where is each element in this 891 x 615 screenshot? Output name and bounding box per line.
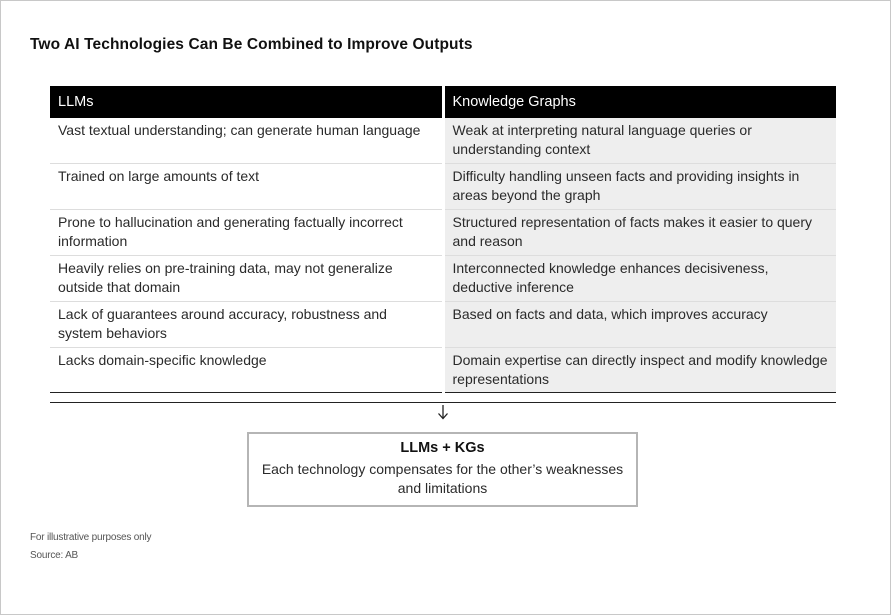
llm-cell: Heavily relies on pre-training data, may not generalize outside that domain bbox=[50, 256, 443, 302]
source-note: Source: AB bbox=[30, 550, 79, 561]
illustrative-note: For illustrative purposes only bbox=[30, 532, 152, 543]
table-row bbox=[50, 164, 836, 210]
kg-cell: Structured representation of facts makes it easier to query and reason bbox=[443, 210, 836, 256]
kg-cell: Weak at interpreting natural language queries or understanding context bbox=[443, 118, 836, 164]
header-knowledge-graphs: Knowledge Graphs bbox=[443, 86, 836, 118]
table-row bbox=[50, 210, 836, 256]
combined-result-box bbox=[247, 432, 638, 507]
kg-cell: Difficulty handling unseen facts and providing insights in areas beyond the graph bbox=[443, 164, 836, 210]
table-header-row bbox=[50, 86, 836, 118]
kg-cell: Domain expertise can directly inspect and modify knowledge representations bbox=[443, 348, 836, 393]
comparison-table bbox=[50, 86, 836, 393]
llm-cell: Prone to hallucination and generating factually incorrect information bbox=[50, 210, 443, 256]
header-llms: LLMs bbox=[50, 86, 443, 118]
llm-cell: Lacks domain-specific knowledge bbox=[50, 348, 443, 393]
kg-cell: Interconnected knowledge enhances decisiveness, deductive inference bbox=[443, 256, 836, 302]
llm-cell: Lack of guarantees around accuracy, robustness and system behaviors bbox=[50, 302, 443, 348]
result-title: LLMs + KGs bbox=[400, 440, 485, 456]
llm-cell: Vast textual understanding; can generate human language bbox=[50, 118, 443, 164]
llm-cell: Trained on large amounts of text bbox=[50, 164, 443, 210]
table-row bbox=[50, 256, 836, 302]
result-description: Each technology compensates for the other’s weaknesses and limitations bbox=[261, 461, 624, 496]
kg-cell: Based on facts and data, which improves accuracy bbox=[443, 302, 836, 348]
table-row bbox=[50, 118, 836, 164]
figure-title: Two AI Technologies Can Be Combined to Improve Outputs bbox=[30, 36, 473, 53]
table-row bbox=[50, 302, 836, 348]
table-row bbox=[50, 348, 836, 393]
arrow-down-icon bbox=[434, 403, 452, 421]
